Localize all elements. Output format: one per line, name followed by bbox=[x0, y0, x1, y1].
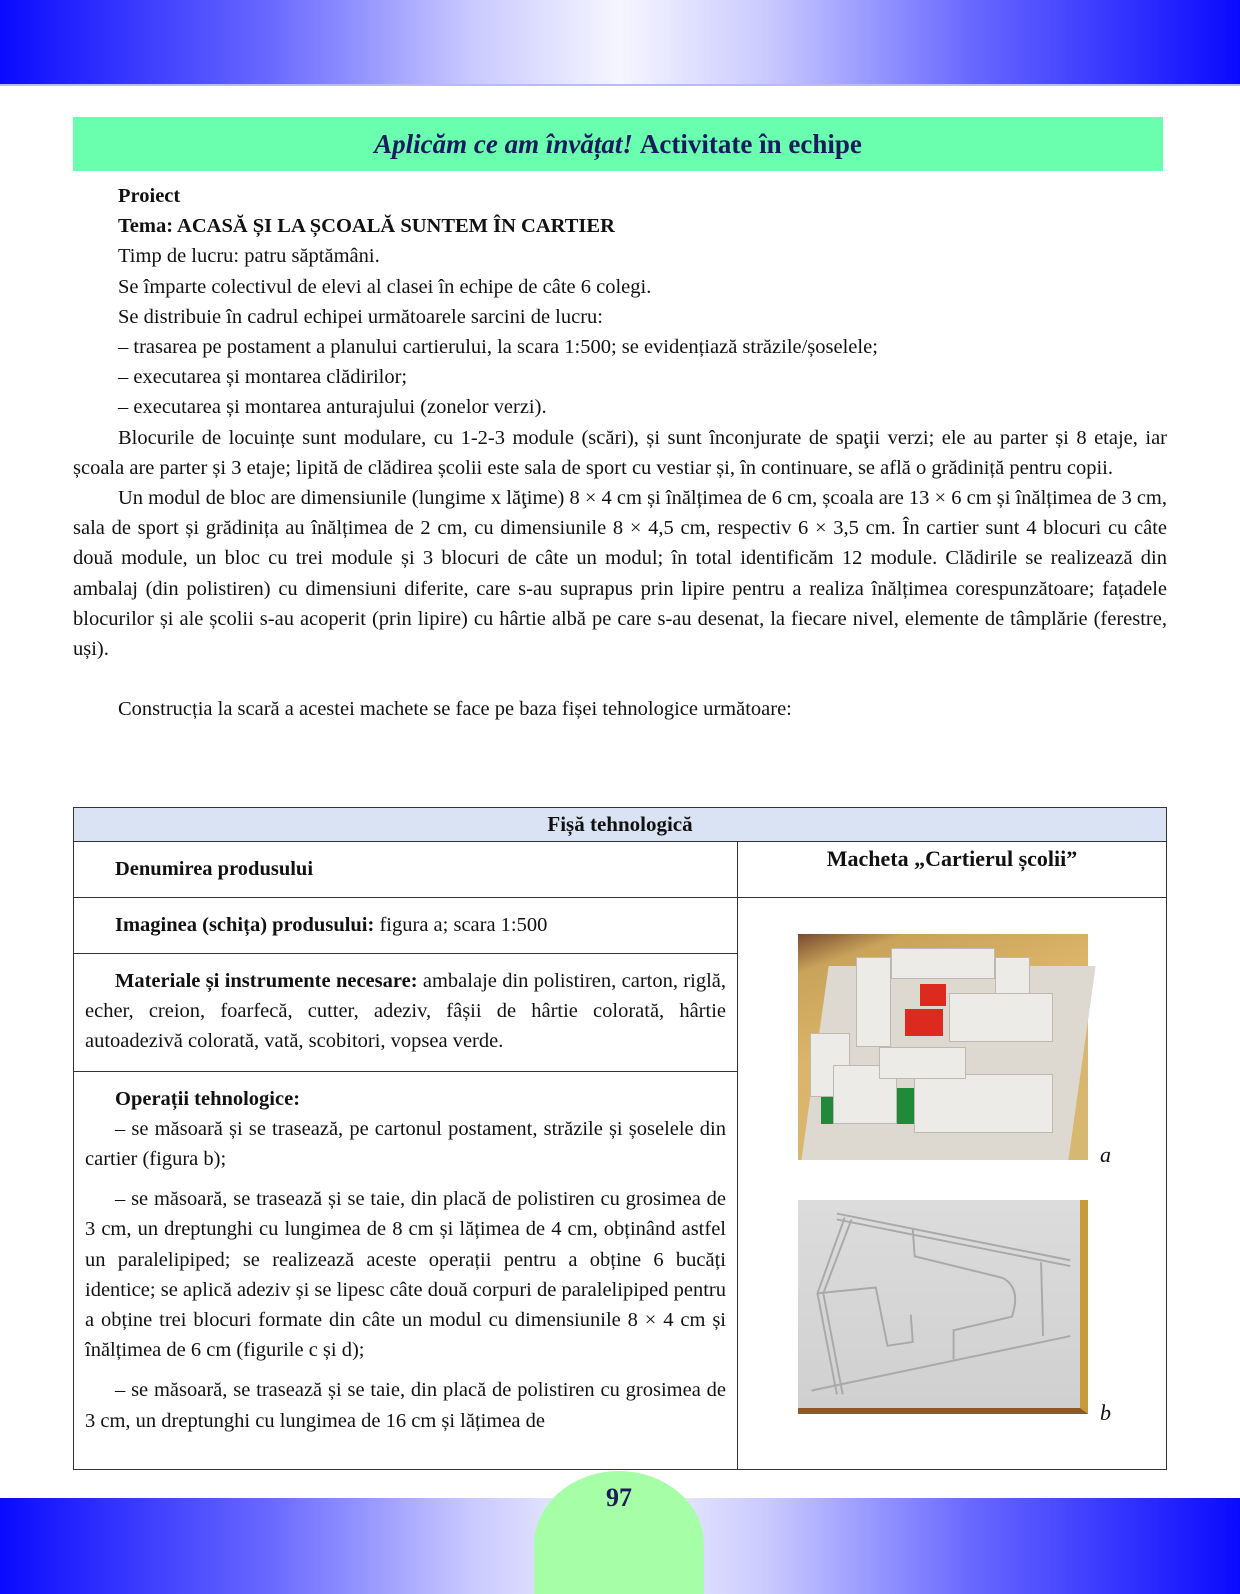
figure-a-model-photo bbox=[798, 934, 1088, 1160]
intro-line: Se distribuie în cadrul echipei următoarele sarcini de lucru: bbox=[118, 305, 603, 328]
intro-line: Se împarte colectivul de elevi al clasei în echipe de câte 6 colegi. bbox=[118, 275, 652, 298]
project-label: Proiect bbox=[118, 185, 181, 207]
table-title: Fișă tehnologică bbox=[74, 808, 1167, 842]
materials-row bbox=[85, 966, 726, 1057]
paragraph-blocks: Blocurile de locuințe sunt modulare, cu 1-2-3 module (scări), și sunt înconjurate de spaţii verzi; ele au parter și 8 etaje, iar școala are parter și 3 etaje; lipită de clădirea școlii este sala de sport cu vestiar și, în continuare, se află o grădiniță pentru copii. bbox=[73, 426, 1167, 479]
product-image-value: figura a; scara 1:500 bbox=[379, 914, 548, 937]
figures-cell bbox=[738, 898, 1167, 1470]
section-title-italic: Aplicăm ce am învățat! bbox=[374, 128, 633, 159]
figure-a-label: a bbox=[1100, 1142, 1111, 1167]
product-image-label: Imaginea (schița) produsului: bbox=[115, 914, 375, 937]
paragraph-dimensions: Un modul de bloc are dimensiunile (lungime x lăţime) 8 × 4 cm și înălțimea de 6 cm, școala are 13 × 6 cm și înălțimea de 3 cm, sala de sport și grădinița au înălțimea de 2 cm, cu dimensiunile 8 × 4,5 cm, respectiv 6 × 3,5 cm. În cartier sunt 4 blocuri cu câte două module, un bloc cu trei module și 3 blocuri de câte un modul; în total identificăm 12 module. Clădirile se realizează din ambalaj (din polistiren) cu dimensiuni diferite, care s-au suprapus prin lipire pentru a realiza înălțimea corespunzătoare; fațadele blocurilor și ale școlii s-au acoperit (prin lipire) cu hârtie albă pe care s-au desenat, la fiecare nivel, elemente de tâmplărie (ferestre, uși). bbox=[73, 487, 1167, 661]
product-image-row bbox=[85, 910, 726, 940]
project-theme: Tema: ACASĂ ȘI LA ȘCOALĂ SUNTEM ÎN CARTIER bbox=[118, 215, 615, 238]
page-number: 97 bbox=[534, 1471, 704, 1594]
top-header-band bbox=[0, 0, 1240, 84]
paragraph-construction: Construcția la scară a acestei machete se face pe baza fișei tehnologice următoare: bbox=[118, 698, 792, 721]
figure-b-label: b bbox=[1100, 1400, 1111, 1425]
section-title-bar bbox=[73, 117, 1163, 171]
intro-line: Timp de lucru: patru săptămâni. bbox=[118, 245, 380, 268]
task-item: – trasarea pe postament a planului cartierului, la scara 1:500; se evidențiază străzile/șoselele; bbox=[118, 336, 878, 359]
task-item: – executarea și montarea clădirilor; bbox=[118, 366, 408, 389]
product-name-value: Macheta „Cartierul școlii” bbox=[738, 842, 1167, 898]
operations-label: Operații tehnologice: bbox=[115, 1087, 301, 1110]
materials-value: ambalaje din polistiren, carton, riglă, echer, creion, foarfecă, cutter, adeziv, fâșii de hârtie colorată, hârtie autoadezivă colorată, vată, scobitori, vopsea verde. bbox=[85, 970, 726, 1053]
task-item: – executarea și montarea anturajului (zonelor verzi). bbox=[118, 396, 547, 419]
figure-b-street-plan-photo bbox=[798, 1200, 1088, 1414]
operation-step: – se măsoară, se trasează și se taie, din placă de polistiren cu grosimea de 3 cm, un dreptunghi cu lungimea de 16 cm și lățimea de bbox=[85, 1379, 726, 1432]
section-title-regular: Activitate în echipe bbox=[639, 128, 862, 159]
street-plan-sketch bbox=[798, 1200, 1080, 1408]
operation-step: – se măsoară, se trasează și se taie, din placă de polistiren cu grosimea de 3 cm, un dreptunghi cu lungimea de 8 cm și lățimea de 4 cm, obținând astfel un paralelipiped; se realizează aceste operații pentru a obține 6 bucăți identice; se aplică adeziv și se lipesc câte două corpuri de paralelipiped pentru a obține trei blocuri formate din câte un modul cu dimensiunile 8 × 4 cm și înălțimea de 6 cm (figurile c și d); bbox=[85, 1188, 726, 1362]
technological-sheet-table bbox=[73, 807, 1167, 1470]
materials-label: Materiale și instrumente necesare: bbox=[115, 970, 418, 992]
operation-step: – se măsoară și se trasează, pe cartonul postament, străzile și șoselele din cartier (figura b); bbox=[85, 1117, 726, 1171]
intro-block bbox=[73, 181, 1167, 724]
product-name-label: Denumirea produsului bbox=[115, 858, 314, 881]
